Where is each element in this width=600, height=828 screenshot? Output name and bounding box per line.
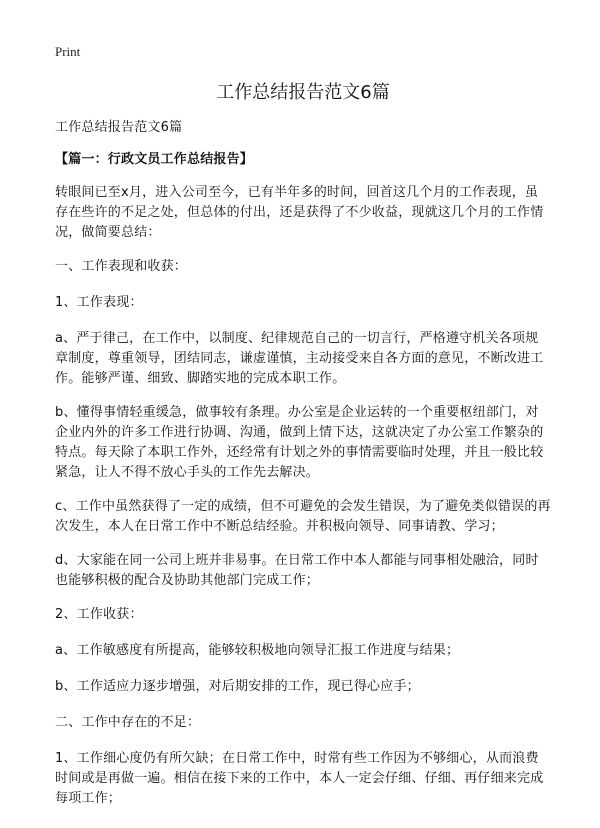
paragraph-intro: 转眼间已至x月，进入公司至今，已有半年多的时间，回首这几个月的工作表现，虽存在些许的不足之处，但总体的付出，还是获得了不少收益，现就这几个月的工作情况，做简要总结：	[55, 185, 544, 240]
paragraph-shortcoming-1: 1、工作细心度仍有所欠缺；在日常工作中，时常有些工作因为不够细心，从而浪费时间或是再做一遍。相信在接下来的工作中，本人一定会仔细、仔细、再仔细来完成每项工作；	[55, 751, 544, 806]
heading-work-gains: 2、工作收获：	[55, 607, 143, 622]
heading-work-performance: 1、工作表现：	[55, 295, 143, 310]
paragraph-performance-b: b、懂得事情轻重缓急，做事较有条理。办公室是企业运转的一个重要枢纽部门，对企业内外的许多工作进行协调、沟通，做到上情下达，这就决定了办公室工作繁杂的特点。每天除了本职工作外，还经常有计划之外的事情需要临时处理，并且一般比较紧急，让人不得不放心手头的工作先去解决。	[55, 405, 544, 480]
paragraph-gains-b: b、工作适应力逐步增强，对后期安排的工作，现已得心应手；	[55, 679, 420, 694]
paragraph-gains-a: a、工作敏感度有所提高，能够较积极地向领导汇报工作进度与结果；	[55, 643, 460, 658]
document-subtitle: 工作总结报告范文6篇	[55, 120, 183, 135]
paragraph-performance-a: a、严于律己，在工作中，以制度、纪律规范自己的一切言行，严格遵守机关各项规章制度，尊重领导，团结同志，谦虚谨慎，主动接受来自各方面的意见，不断改进工作。能够严谨、细致、脚踏实地的完成本职工作。	[55, 331, 544, 386]
heading-shortcomings: 二、工作中存在的不足：	[55, 715, 201, 730]
paragraph-performance-c: c、工作中虽然获得了一定的成绩，但不可避免的会发生错误，为了避免类似错误的再次发生，本人在日常工作中不断总结经验。并积极向领导、同事请教、学习；	[55, 499, 551, 534]
document-title: 工作总结报告范文6篇	[216, 82, 390, 103]
section-heading: 【篇一：行政文员工作总结报告】	[55, 152, 254, 167]
print-link[interactable]: Print	[55, 44, 81, 59]
paragraph-performance-d: d、大家能在同一公司上班并非易事。在日常工作中本人都能与同事相处融洽，同时也能够积极的配合及协助其他部门完成工作；	[55, 553, 539, 588]
document-body	[55, 80, 551, 823]
heading-performance-and-gains: 一、工作表现和收获：	[55, 259, 188, 274]
